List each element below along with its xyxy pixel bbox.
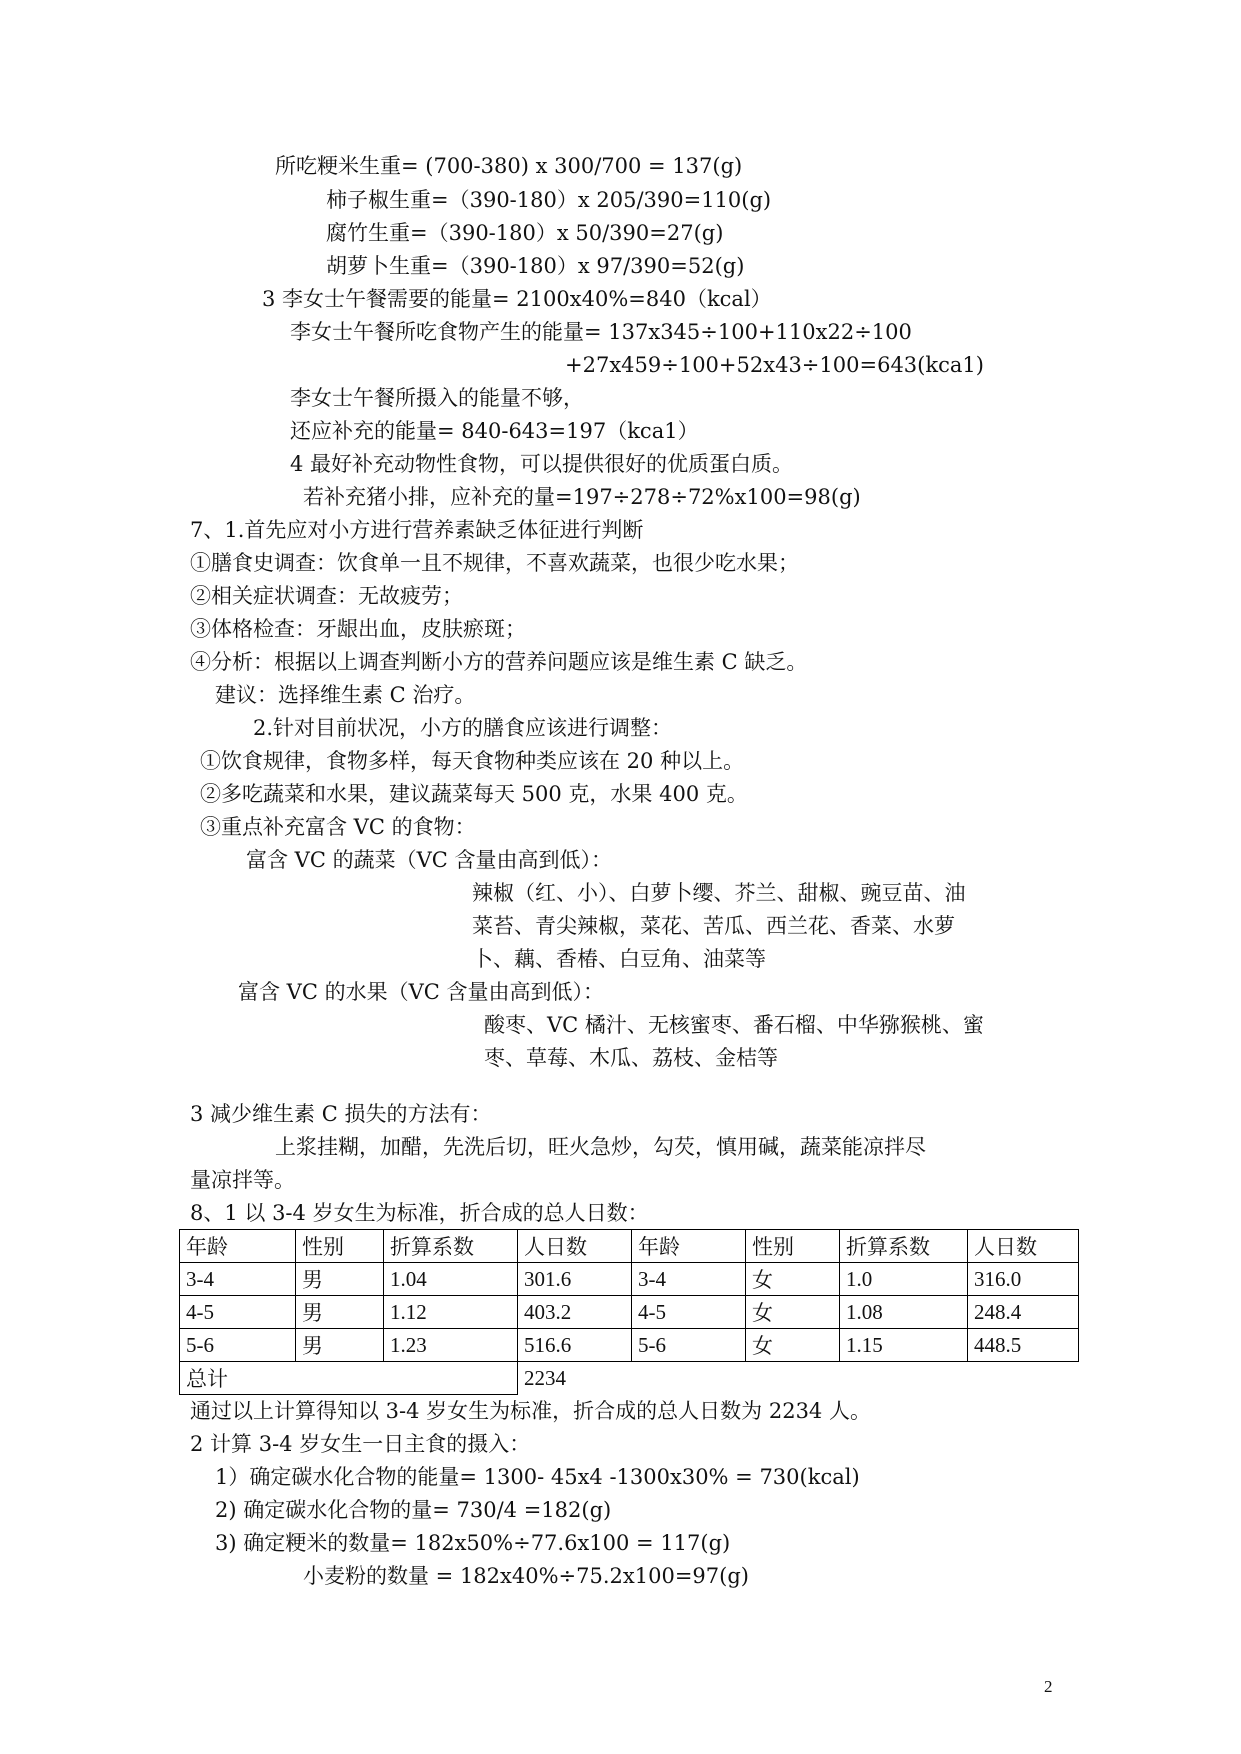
table-cell: 5-6 — [632, 1329, 746, 1362]
person-day-table — [179, 1229, 1079, 1395]
text-line: 3 李女士午餐需要的能量= 2100x40%=840（kcal） — [262, 287, 772, 311]
text-line: 2 计算 3-4 岁女生一日主食的摄入： — [190, 1432, 531, 1456]
table-cell: 403.2 — [518, 1296, 632, 1329]
section-heading: 7、1.首先应对小方进行营养素缺乏体征进行判断 — [190, 518, 644, 542]
header-cell: 折算系数 — [840, 1230, 968, 1263]
text-line: 李女士午餐所摄入的能量不够， — [290, 386, 584, 410]
total-label-cell: 总计 — [180, 1362, 518, 1395]
total-value-cell: 2234 — [518, 1362, 1079, 1395]
table-cell: 248.4 — [968, 1296, 1079, 1329]
text-line: 所吃粳米生重= (700-380) x 300/700 = 137(g) — [275, 154, 743, 178]
text-line: 通过以上计算得知以 3-4 岁女生为标准，折合成的总人日数为 2234 人。 — [190, 1399, 871, 1423]
table-cell: 1.08 — [840, 1296, 968, 1329]
header-cell: 年龄 — [180, 1230, 296, 1263]
text-line: 3) 确定粳米的数量= 182x50%÷77.6x100 = 117(g) — [215, 1531, 731, 1555]
table-row — [180, 1263, 1079, 1296]
header-cell: 性别 — [746, 1230, 840, 1263]
text-line: 辣椒（红、小）、白萝卜缨、芥兰、甜椒、豌豆苗、油 — [472, 881, 966, 905]
text-line: 上浆挂糊，加醋，先洗后切，旺火急炒，勾芡，慎用碱，蔬菜能凉拌尽 — [275, 1135, 926, 1159]
table-row — [180, 1329, 1079, 1362]
text-line: 量凉拌等。 — [190, 1168, 295, 1192]
text-line: ③重点补充富含 VC 的食物： — [200, 815, 476, 839]
table-cell: 3-4 — [180, 1263, 296, 1296]
text-line: 枣、草莓、木瓜、荔枝、金桔等 — [484, 1046, 778, 1070]
text-line: 胡萝卜生重=（390-180）x 97/390=52(g) — [326, 254, 745, 278]
table-cell: 男 — [296, 1263, 384, 1296]
table-cell: 1.12 — [384, 1296, 518, 1329]
text-line: ③体格检查：牙龈出血，皮肤瘀斑； — [190, 617, 526, 641]
table-cell: 5-6 — [180, 1329, 296, 1362]
text-line: 建议：选择维生素 C 治疗。 — [215, 683, 476, 707]
text-line: ④分析：根据以上调查判断小方的营养问题应该是维生素 C 缺乏。 — [190, 650, 808, 674]
table-cell: 女 — [746, 1296, 840, 1329]
page-number: 2 — [1044, 1677, 1053, 1696]
text-line: 富含 VC 的蔬菜（VC 含量由高到低）： — [246, 848, 612, 872]
text-line: 4 最好补充动物性食物，可以提供很好的优质蛋白质。 — [290, 452, 794, 476]
text-line: 柿子椒生重=（390-180）x 205/390=110(g) — [326, 188, 772, 212]
text-line: ①膳食史调查：饮食单一且不规律，不喜欢蔬菜，也很少吃水果； — [190, 551, 799, 575]
text-line: 富含 VC 的水果（VC 含量由高到低）： — [238, 980, 604, 1004]
header-cell: 人日数 — [518, 1230, 632, 1263]
table-cell: 女 — [746, 1329, 840, 1362]
text-line: 1）确定碳水化合物的能量= 1300- 45x4 -1300x30% = 730(kcal) — [215, 1465, 860, 1489]
header-cell: 性别 — [296, 1230, 384, 1263]
header-cell: 年龄 — [632, 1230, 746, 1263]
header-cell: 人日数 — [968, 1230, 1079, 1263]
text-line: 还应补充的能量= 840-643=197（kca1） — [290, 419, 699, 443]
text-line: ②相关症状调查：无故疲劳； — [190, 584, 463, 608]
table-cell: 4-5 — [632, 1296, 746, 1329]
table-cell: 1.15 — [840, 1329, 968, 1362]
section-heading: 8、1 以 3-4 岁女生为标准，折合成的总人日数： — [190, 1201, 649, 1225]
text-line: 酸枣、VC 橘汁、无核蜜枣、番石榴、中华猕猴桃、蜜 — [484, 1013, 984, 1037]
table-cell: 1.23 — [384, 1329, 518, 1362]
table-cell: 316.0 — [968, 1263, 1079, 1296]
table-cell: 1.0 — [840, 1263, 968, 1296]
text-line: +27x459÷100+52x43÷100=643(kca1) — [565, 353, 984, 377]
table-cell: 516.6 — [518, 1329, 632, 1362]
table-cell: 1.04 — [384, 1263, 518, 1296]
text-line: ②多吃蔬菜和水果，建议蔬菜每天 500 克，水果 400 克。 — [200, 782, 748, 806]
text-line: 2) 确定碳水化合物的量= 730/4 =182(g) — [215, 1498, 612, 1522]
table-cell: 男 — [296, 1329, 384, 1362]
table-row — [180, 1296, 1079, 1329]
text-line: 菜苔、青尖辣椒，菜花、苦瓜、西兰花、香菜、水萝 — [472, 914, 955, 938]
text-line: 3 减少维生素 C 损失的方法有： — [190, 1102, 492, 1126]
text-line: 2.针对目前状况，小方的膳食应该进行调整： — [253, 716, 673, 740]
header-cell: 折算系数 — [384, 1230, 518, 1263]
table-cell: 男 — [296, 1296, 384, 1329]
table-cell: 3-4 — [632, 1263, 746, 1296]
text-line: 李女士午餐所吃食物产生的能量= 137x345÷100+110x22÷100 — [290, 320, 912, 344]
table-cell: 301.6 — [518, 1263, 632, 1296]
text-line: ①饮食规律，食物多样，每天食物种类应该在 20 种以上。 — [200, 749, 745, 773]
text-line: 小麦粉的数量 = 182x40%÷75.2x100=97(g) — [303, 1564, 749, 1588]
table-cell: 448.5 — [968, 1329, 1079, 1362]
text-line: 若补充猪小排，应补充的量=197÷278÷72%x100=98(g) — [303, 485, 861, 509]
text-line: 腐竹生重=（390-180）x 50/390=27(g) — [326, 221, 724, 245]
table-header-row — [180, 1230, 1079, 1263]
table-cell: 4-5 — [180, 1296, 296, 1329]
table-cell: 女 — [746, 1263, 840, 1296]
text-line: 卜、藕、香椿、白豆角、油菜等 — [472, 947, 766, 971]
table-total-row — [180, 1362, 1079, 1395]
